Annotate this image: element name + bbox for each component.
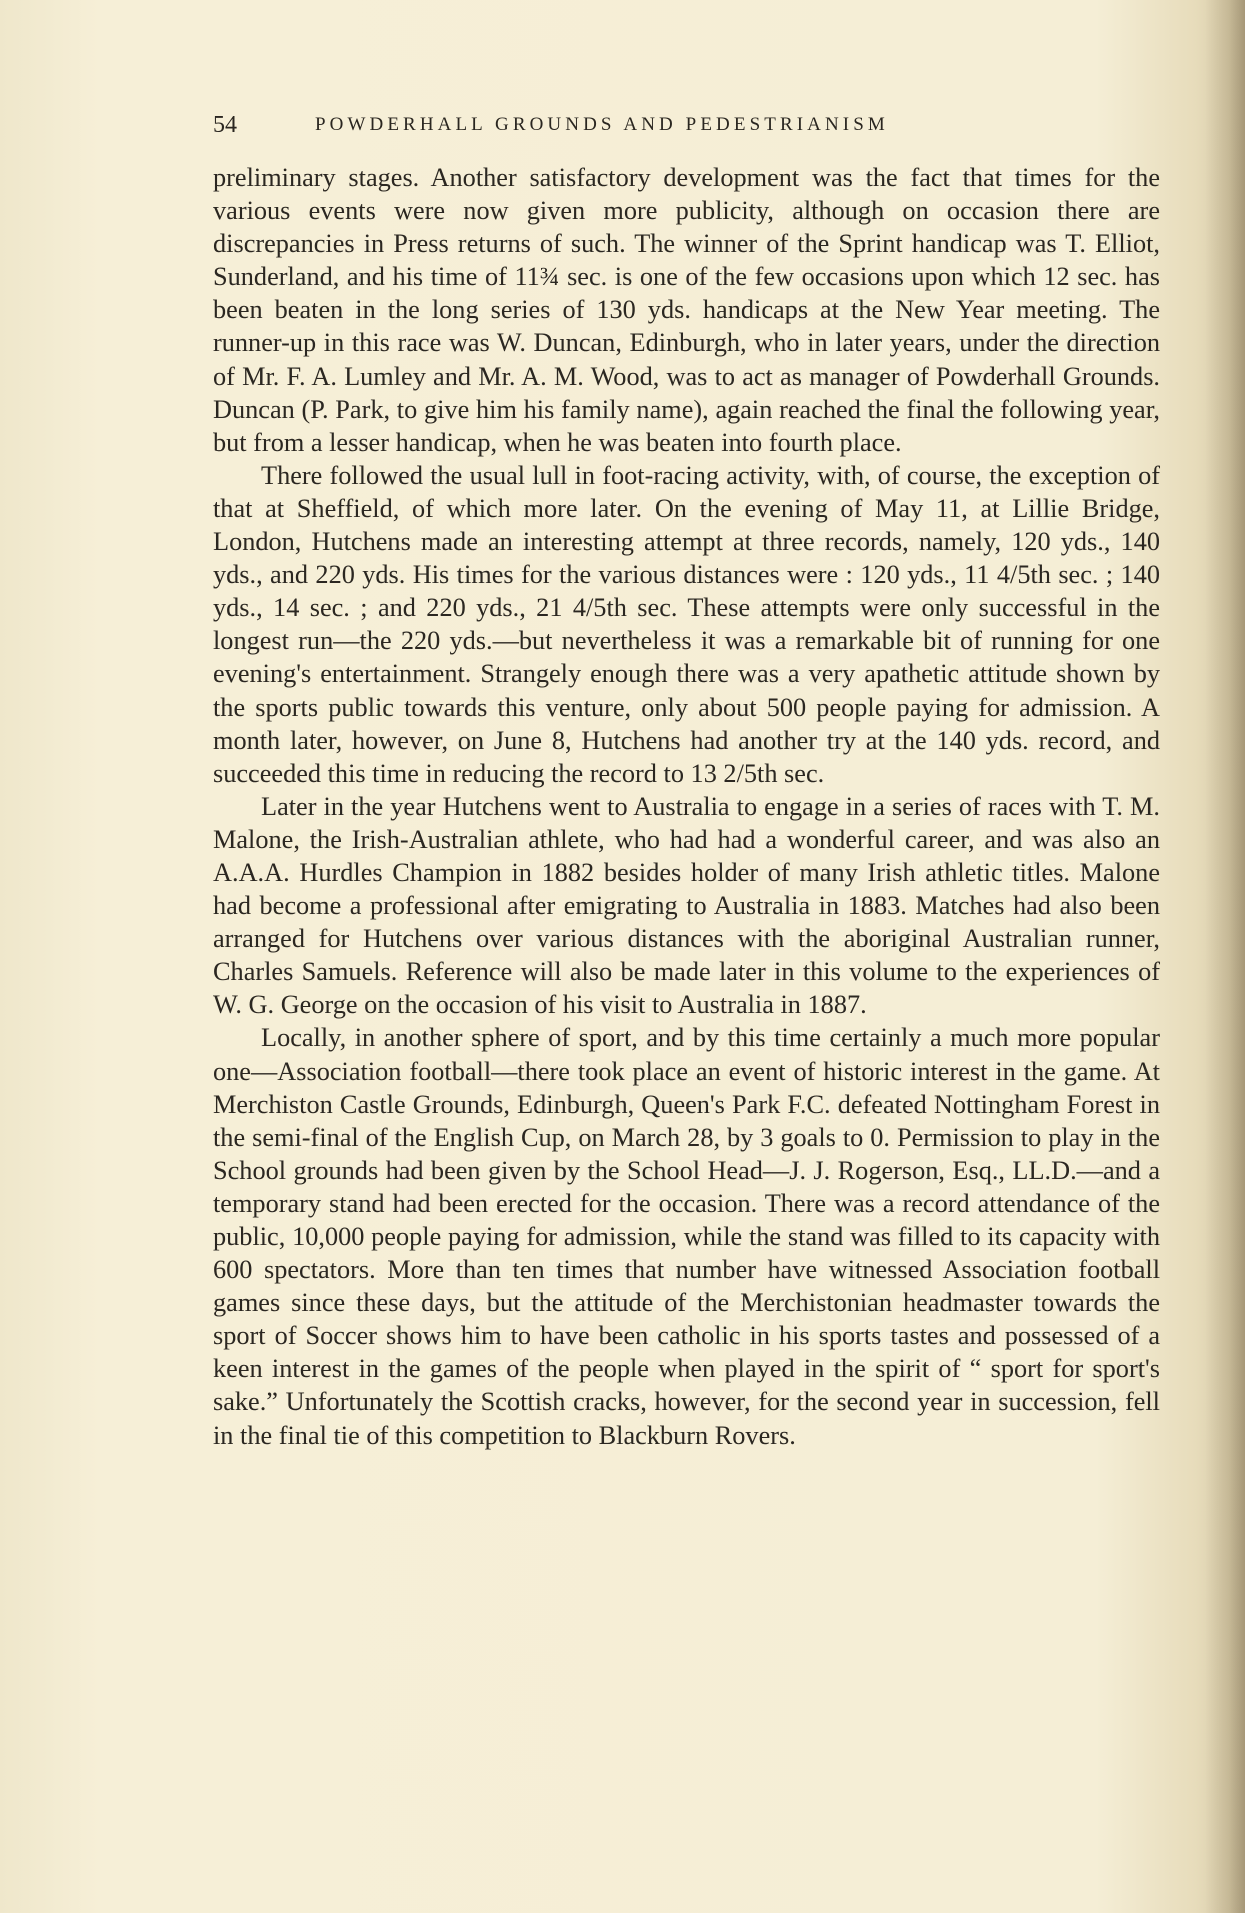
page-number: 54	[213, 112, 237, 138]
running-head: POWDERHALL GROUNDS AND PEDESTRIANISM	[315, 114, 889, 135]
paragraph-4: Locally, in another sphere of sport, and by this time certainly a much more popular one—Association football—there took place an event of historic interest in the game. At Merchiston Castle Grounds, Edinburgh, Queen's Park F.C. defeated Nottingham Forest in the semi-final of the English Cup, on March 28, by 3 goals to 0. Permission to play in the School grounds had been given by the School Head—J. J. Rogerson, Esq., LL.D.—and a temporary stand had been erected for the occasion. There was a record attendance of the public, 10,000 people paying for admission, while the stand was filled to its capacity with 600 spectators. More than ten times that number have witnessed Association football games since these days, but the attitude of the Merchistonian headmaster towards the sport of Soccer shows him to have been catholic in his sports tastes and possessed of a keen interest in the games of the people when played in the spirit of “ sport for sport's sake.” Unfortunately the Scottish cracks, however, for the second year in succession, fell in the final tie of this competition to Blackburn Rovers.	[213, 1023, 1160, 1450]
page-header	[213, 112, 1063, 148]
paragraph-3: Later in the year Hutchens went to Australia to engage in a series of races with T. M. Malone, the Irish-Australian athlete, who had had a wonderful career, and was also an A.A.A. Hurdles Champion in 1882 besides holder of many Irish athletic titles. Malone had become a professional after emigrating to Australia in 1883. Matches had also been arranged for Hutchens over various distances with the aboriginal Australian runner, Charles Samuels. Reference will also be made later in this volume to the experiences of W. G. George on the occasion of his visit to Australia in 1887.	[213, 791, 1160, 1020]
body-text	[213, 161, 1160, 1452]
paragraph-2: There followed the usual lull in foot-racing activity, with, of course, the exception of that at Sheffield, of which more later. On the evening of May 11, at Lillie Bridge, London, Hutchens made an interesting attempt at three records, namely, 120 yds., 140 yds., and 220 yds. His times for the various distances were : 120 yds., 11 4/5th sec. ; 140 yds., 14 sec. ; and 220 yds., 21 4/5th sec. These attempts were only successful in the longest run—the 220 yds.—but nevertheless it was a remarkable bit of running for one evening's entertainment. Strangely enough there was a very apathetic attitude shown by the sports public towards this venture, only about 500 people paying for admission. A month later, however, on June 8, Hutchens had another try at the 140 yds. record, and succeeded this time in reducing the record to 13 2/5th sec.	[213, 460, 1160, 788]
page-edge-shadow	[1205, 0, 1245, 1913]
paragraph-1: preliminary stages. Another satisfactory development was the fact that times for the various events were now given more publicity, although on occasion there are discrepancies in Press returns of such. The winner of the Sprint handicap was T. Elliot, Sunderland, and his time of 11¾ sec. is one of the few occasions upon which 12 sec. has been beaten in the long series of 130 yds. handicaps at the New Year meeting. The runner-up in this race was W. Duncan, Edinburgh, who in later years, under the direction of Mr. F. A. Lumley and Mr. A. M. Wood, was to act as manager of Powderhall Grounds. Duncan (P. Park, to give him his family name), again reached the final the following year, but from a lesser handicap, when he was beaten into fourth place.	[213, 163, 1160, 457]
